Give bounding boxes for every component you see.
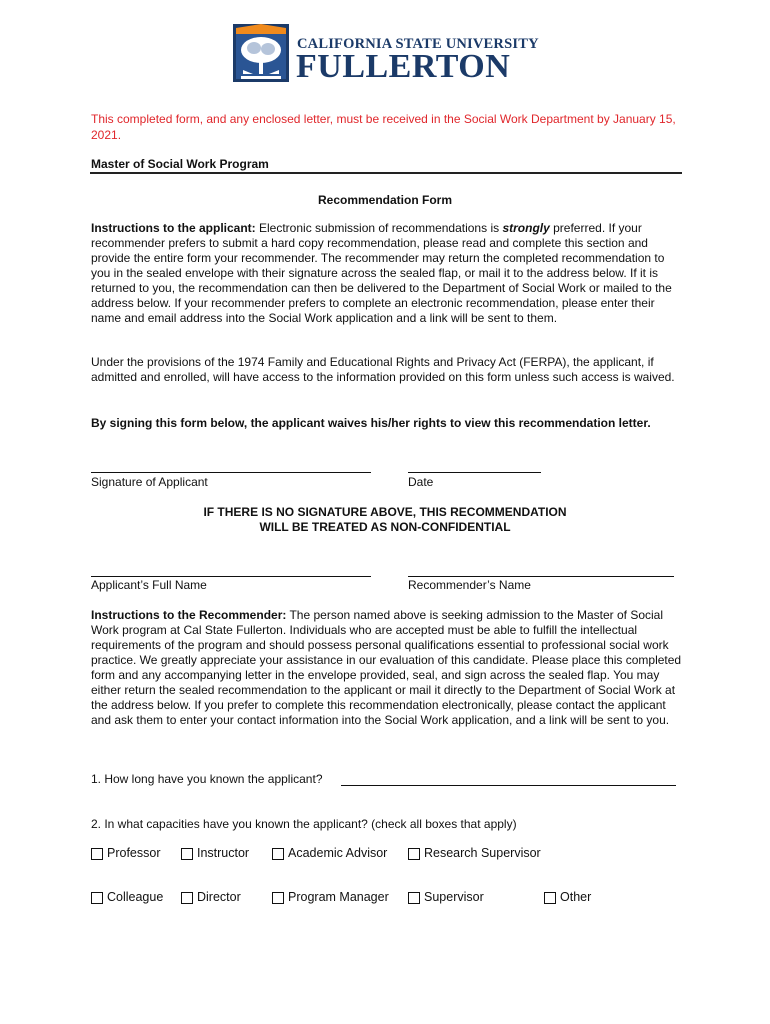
checkbox-box[interactable] — [181, 848, 193, 860]
campus-name: FULLERTON — [296, 48, 511, 85]
checkbox-supervisor[interactable] — [408, 890, 484, 905]
checkbox-box[interactable] — [544, 892, 556, 904]
applicant-instructions-text-2: preferred. If your recommender prefers to submit a hard copy recommendation, please read and complete this section and provide the entire form your recommender. The recommender may return the completed recommendation to you in the sealed envelope with their signature across the sealed flap, or mail it to the address below. If it is returned to you, the recommendation can then be delivered to the Department of Social Work or mailed to the address below. If your recommender prefers to complete an electronic recommendation, please enter their name and email address into the Social Work application and a link will be sent to them. — [91, 221, 672, 325]
recommender-instructions-text: The person named above is seeking admission to the Master of Social Work program at Cal State Fullerton. Individuals who are accepted must be able to fulfill the intellectual requirements of the program and should possess personal qualifications essential to professional social work practice. We greatly appreciate your assistance in our evaluation of this candidate. Please place this completed form and any accompanying letter in the envelope provided, seal, and sign across the sealed flap. You may either return the sealed recommendation to the applicant or mail it directly to the Department of Social Work at the address below. If you prefer to complete this recommendation electronically, please contact the applicant and ask them to enter your contact information into the Social Work application, and a link will be sent to you. — [91, 608, 682, 727]
recommender-instructions — [91, 608, 687, 728]
title-divider — [90, 172, 682, 174]
recommender-name-label: Recommender’s Name — [408, 578, 531, 592]
checkbox-colleague[interactable] — [91, 890, 163, 905]
checkbox-box[interactable] — [408, 848, 420, 860]
checkbox-label: Supervisor — [424, 890, 484, 904]
checkbox-label: Professor — [107, 846, 161, 860]
date-label: Date — [408, 475, 434, 489]
date-line[interactable] — [408, 472, 541, 473]
checkbox-label: Director — [197, 890, 241, 904]
checkbox-box[interactable] — [181, 892, 193, 904]
checkbox-research-supervisor[interactable] — [408, 846, 541, 861]
university-name: CALIFORNIA STATE UNIVERSITY — [297, 36, 539, 52]
recommender-instructions-label: Instructions to the Recommender: — [91, 608, 287, 622]
applicant-name-line[interactable] — [91, 576, 371, 577]
applicant-instructions — [91, 221, 687, 326]
applicant-signature-label: Signature of Applicant — [91, 475, 208, 489]
applicant-instructions-emphasis: strongly — [502, 221, 550, 235]
checkbox-professor[interactable] — [91, 846, 161, 861]
question-1: 1. How long have you known the applicant? — [91, 772, 323, 786]
applicant-name-label: Applicant’s Full Name — [91, 578, 207, 592]
checkbox-label: Colleague — [107, 890, 164, 904]
checkbox-program-manager[interactable] — [272, 890, 389, 905]
question-1-answer-line[interactable] — [341, 785, 676, 786]
checkbox-academic-advisor[interactable] — [272, 846, 387, 861]
waiver-statement: By signing this form below, the applicant waives his/her rights to view this recommendation letter. — [91, 416, 651, 430]
applicant-signature-line[interactable] — [91, 472, 371, 473]
checkbox-box[interactable] — [91, 892, 103, 904]
checkbox-label: Research Supervisor — [424, 846, 541, 860]
recommender-name-line[interactable] — [408, 576, 674, 577]
ferpa-paragraph: Under the provisions of the 1974 Family and Educational Rights and Privacy Act (FERPA), the applicant, if admitted and enrolled, will have access to the information provided on this form unless such access is waived. — [91, 355, 675, 384]
applicant-instructions-text-1: Electronic submission of recommendations is — [255, 221, 503, 235]
checkbox-label: Academic Advisor — [288, 846, 388, 860]
checkbox-box[interactable] — [272, 848, 284, 860]
applicant-instructions-label: Instructions to the applicant: — [91, 221, 256, 235]
checkbox-box[interactable] — [91, 848, 103, 860]
no-signature-line-1: IF THERE IS NO SIGNATURE ABOVE, THIS RECOMMENDATION — [203, 505, 567, 519]
no-signature-line-2: WILL BE TREATED AS NON-CONFIDENTIAL — [259, 520, 511, 534]
checkbox-label: Instructor — [197, 846, 250, 860]
question-2: 2. In what capacities have you known the applicant? (check all boxes that apply) — [91, 817, 517, 831]
checkbox-label: Program Manager — [288, 890, 389, 904]
no-signature-notice — [0, 505, 770, 535]
university-logo — [233, 24, 545, 84]
deadline-notice: This completed form, and any enclosed letter, must be received in the Social Work Department by January 15, 2021. — [91, 112, 676, 142]
program-title: Master of Social Work Program — [91, 157, 269, 171]
checkbox-other[interactable] — [544, 890, 591, 905]
checkbox-label: Other — [560, 890, 592, 904]
checkbox-instructor[interactable] — [181, 846, 249, 861]
checkbox-director[interactable] — [181, 890, 241, 905]
tree-seal-icon — [233, 24, 289, 82]
form-title: Recommendation Form — [317, 193, 452, 207]
checkbox-box[interactable] — [272, 892, 284, 904]
checkbox-box[interactable] — [408, 892, 420, 904]
